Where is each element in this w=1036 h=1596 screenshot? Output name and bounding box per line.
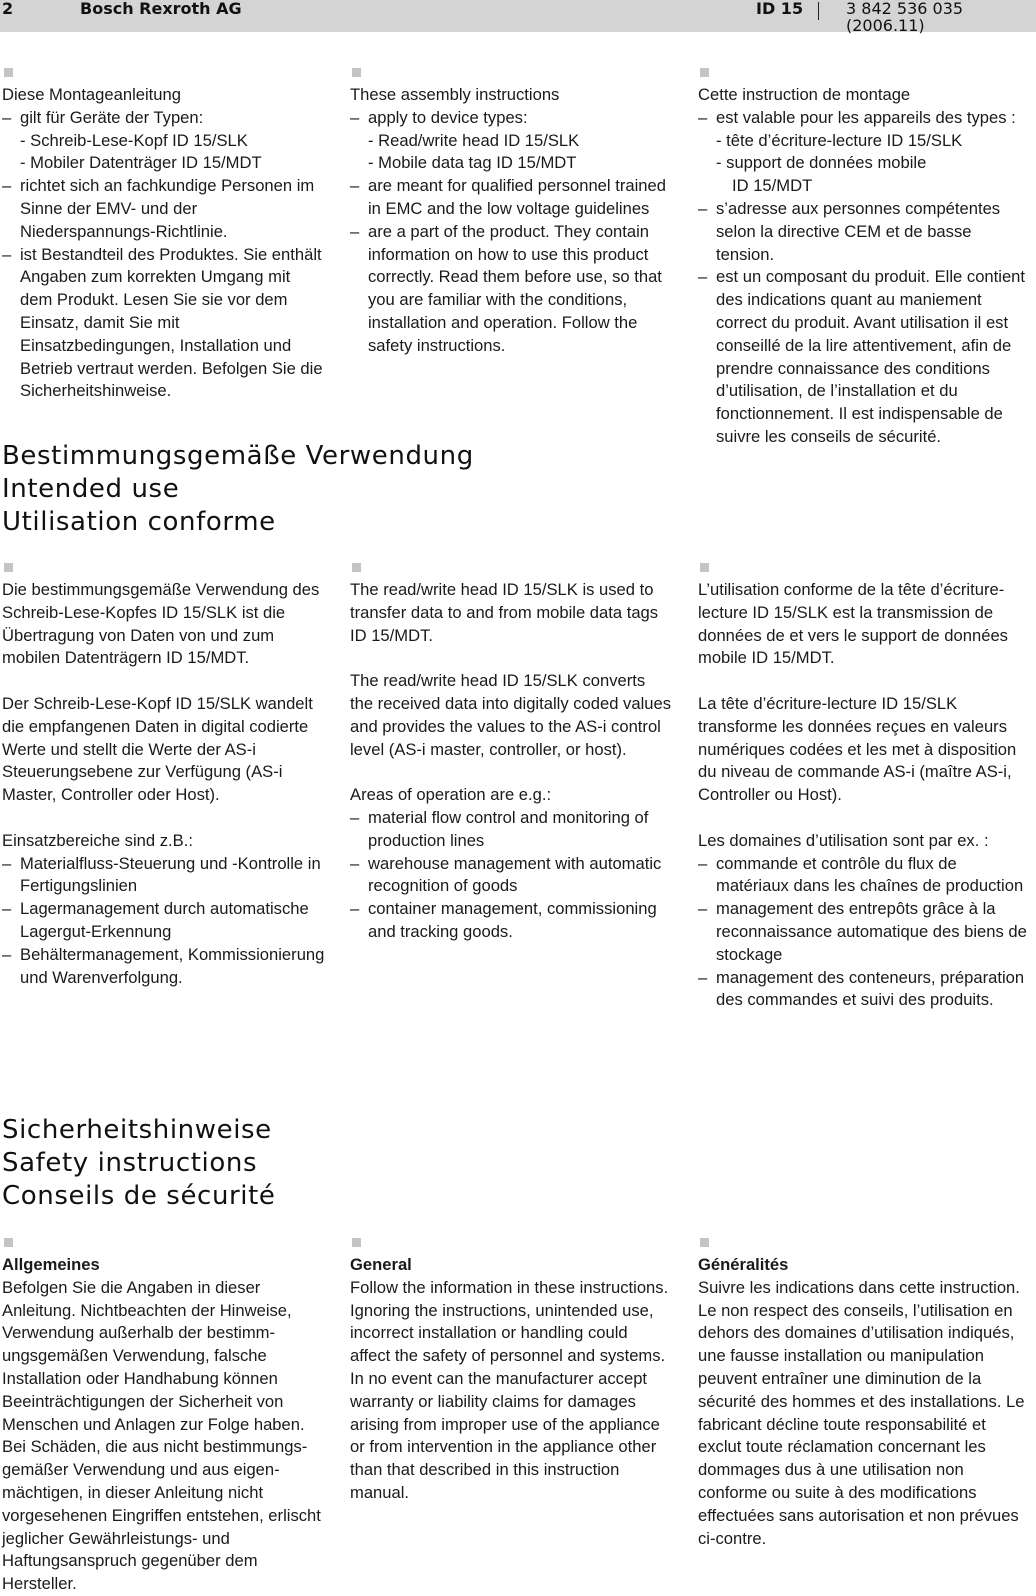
heading-en: Safety instructions bbox=[2, 1148, 258, 1178]
bullet-square-icon bbox=[352, 563, 361, 572]
list-item: – est un composant du produit. Elle contient des indications quant au maniement correct du produit. Avant utilisation il est conseillé de la lire attentivement, afin de prendre connaissance des conditions d’utilisation, de l’installation et du fonctionnement. Il est indispensable de suivre les conseils de sécurité. bbox=[698, 266, 1028, 448]
list-item-text: gilt für Geräte der Typen: bbox=[20, 107, 204, 127]
intro-fr bbox=[698, 68, 1028, 449]
bullet-square-icon bbox=[4, 68, 13, 77]
company-name: Bosch Rexroth AG bbox=[80, 0, 242, 18]
heading-fr: Conseils de sécurité bbox=[2, 1181, 276, 1211]
device-type-item: - Read/write head ID 15/SLK bbox=[368, 130, 672, 153]
paragraph: Die bestimmungsgemäße Verwendung des Schreib-Lese-Kopfes ID 15/SLK ist die Übertragung von Daten von und zum mobilen Datenträgern ID 15/MDT. bbox=[2, 580, 320, 668]
subsection-title: Généralités bbox=[698, 1255, 789, 1274]
paragraph: The read/write head ID 15/SLK converts the received data into digitally coded values and provides the values to the AS-i control level (AS-i master, controller, or host). bbox=[350, 671, 672, 759]
areas-list bbox=[2, 853, 327, 990]
areas-lead: Einsatzbereiche sind z.B.: bbox=[2, 830, 193, 850]
safety-fr bbox=[698, 1238, 1028, 1550]
intro-de bbox=[2, 68, 327, 403]
bullet-square-icon bbox=[352, 1238, 361, 1247]
list-item bbox=[2, 107, 327, 175]
areas-list bbox=[698, 853, 1028, 1013]
list-item: – Materialfluss-Steuerung und -Kontrolle in Fertigungslinien bbox=[2, 853, 327, 899]
list-item: – are a part of the product. They contain information on how to use this product correctly. Read them before use, so that you are familiar with the conditions, installation and operation. Follow the safety instructions. bbox=[350, 221, 672, 358]
list-item: – Lagermanagement durch automatische Lagergut-Erkennung bbox=[2, 898, 327, 944]
safety-en bbox=[350, 1238, 672, 1505]
list-item: – management des conteneurs, préparation des commandes et suivi des produits. bbox=[698, 967, 1028, 1013]
list-item: – commande et contrôle du flux de matériaux dans les chaînes de production bbox=[698, 853, 1028, 899]
bullet-square-icon bbox=[4, 563, 13, 572]
device-type-list bbox=[368, 130, 672, 176]
bullet-square-icon bbox=[700, 1238, 709, 1247]
section-heading-safety bbox=[2, 1114, 276, 1213]
paragraph: The read/write head ID 15/SLK is used to transfer data to and from mobile data tags ID 15/MDT. bbox=[350, 580, 659, 645]
header-separator bbox=[818, 2, 819, 20]
intro-lead: Cette instruction de montage bbox=[698, 85, 911, 104]
intended-de bbox=[2, 563, 327, 989]
intro-lead: These assembly instructions bbox=[350, 85, 560, 104]
device-type-item bbox=[716, 152, 1028, 198]
paragraph: Suivre les indications dans cette instruction. Le non respect des conseils, l’utilisation en dehors des domaines d’utilisation indiqués, une fausse installation ou manipulation peuvent entraîner une diminution de la sécurité des hommes et des installations. Le fabricant décline toute responsabilité et exclut toute réclamation concernant les dommages dus à une utilisation non conforme ou suite à des modifications effectuées sans autorisation et non prévues ci-contre. bbox=[698, 1277, 1025, 1548]
paragraph: La tête d’écriture-lecture ID 15/SLK transforme les données reçues en valeurs numériques codées et les met à disposition du niveau de commande AS-i (maître AS-i, Controller ou Host). bbox=[698, 693, 1017, 805]
heading-de: Bestimmungsgemäße Verwendung bbox=[2, 441, 474, 471]
bullet-square-icon bbox=[700, 68, 709, 77]
paragraph: Follow the information in these instructions. Ignoring the instructions, unintended use, incorrect installation or handling could affect the safety of personnel and systems. In no event can the manufacturer accept warranty or liability claims for damages arising from improper use of the appliance or from intervention in the appliance other than that described in this instruction manual. bbox=[350, 1277, 669, 1502]
subsection-title: Allgemeines bbox=[2, 1255, 100, 1274]
intro-list bbox=[698, 107, 1028, 449]
areas-lead: Les domaines d’utilisation sont par ex. : bbox=[698, 830, 989, 850]
device-type-item: - Schreib-Lese-Kopf ID 15/SLK bbox=[20, 130, 327, 153]
paragraph: Befolgen Sie die Angaben in dieser Anleitung. Nichtbeachten der Hinweise, Verwendung außerhalb der bestimm-ungsgemäßen Verwendung, falsche Installation oder Handhabung können Beeinträchtigungen der Sicherheit von Menschen und Anlagen zur Folge haben. Bei Schäden, die aus nicht bestimmungs-gemäßer Verwendung und aus eigen-mächtigen, in dieser Anleitung nicht vorgesehenen Eingriffen entstehen, erlischt jeglicher Gewährleistungs- und Haftungsanspruch gegenüber dem Hersteller. bbox=[2, 1277, 321, 1594]
list-item: – material flow control and monitoring of production lines bbox=[350, 807, 672, 853]
device-type-text: support de données mobile bbox=[726, 153, 927, 173]
document-number: 3 842 536 035 (2006.11) bbox=[846, 0, 964, 35]
heading-en: Intended use bbox=[2, 474, 180, 504]
device-type-item: - tête d’écriture-lecture ID 15/SLK bbox=[716, 130, 1028, 153]
bullet-square-icon bbox=[352, 68, 361, 77]
page-header bbox=[0, 0, 1036, 35]
intro-lead: Diese Montageanleitung bbox=[2, 85, 181, 104]
intended-en bbox=[350, 563, 672, 944]
section-heading-intended-use bbox=[2, 440, 474, 539]
list-item: – container management, commissioning and tracking goods. bbox=[350, 898, 672, 944]
list-item: – Behältermanagement, Kommissionierung und Warenverfolgung. bbox=[2, 944, 327, 990]
bullet-square-icon bbox=[700, 563, 709, 572]
list-item-text: apply to device types: bbox=[368, 107, 528, 127]
intended-fr bbox=[698, 563, 1028, 1012]
areas-lead: Areas of operation are e.g.: bbox=[350, 785, 552, 805]
intro-list bbox=[2, 107, 327, 403]
device-type-item: - Mobiler Datenträger ID 15/MDT bbox=[20, 152, 327, 175]
list-item: – warehouse management with automatic recognition of goods bbox=[350, 853, 672, 899]
list-item: – are meant for qualified personnel trained in EMC and the low voltage guidelines bbox=[350, 175, 672, 221]
list-item: – s’adresse aux personnes compétentes selon la directive CEM et de basse tension. bbox=[698, 198, 1028, 266]
areas-list bbox=[350, 807, 672, 944]
product-name: ID 15 bbox=[756, 0, 804, 18]
intro-list bbox=[350, 107, 672, 358]
list-item bbox=[350, 107, 672, 175]
list-item: – ist Bestandteil des Produktes. Sie enthält Angaben zum korrekten Umgang mit dem Produkt. Lesen Sie sie vor dem Einsatz, damit Sie mit Einsatzbedingungen, Installation und Betrieb vertraut werden. Befolgen Sie die Sicherheitshinweise. bbox=[2, 244, 327, 404]
page-number: 2 bbox=[2, 0, 14, 18]
device-type-item: - Mobile data tag ID 15/MDT bbox=[368, 152, 672, 175]
list-item-text: est valable pour les appareils des types : bbox=[716, 107, 1016, 127]
bullet-square-icon bbox=[4, 1238, 13, 1247]
list-item: – management des entrepôts grâce à la reconnaissance automatique des biens de stockage bbox=[698, 898, 1028, 966]
intro-en bbox=[350, 68, 672, 358]
paragraph: Der Schreib-Lese-Kopf ID 15/SLK wandelt die empfangenen Daten in digital codierte Werte und stellt die Werte der AS-i Steuerungsebene zur Verfügung (AS-i Master, Controller oder Host). bbox=[2, 693, 313, 805]
paragraph: L’utilisation conforme de la tête d’écriture-lecture ID 15/SLK est la transmission de données de et vers le support de données mobile ID 15/MDT. bbox=[698, 580, 1008, 668]
device-type-text: ID 15/MDT bbox=[732, 176, 813, 196]
heading-fr: Utilisation conforme bbox=[2, 507, 276, 537]
subsection-title: General bbox=[350, 1255, 412, 1274]
list-item bbox=[698, 107, 1028, 198]
safety-de bbox=[2, 1238, 327, 1596]
list-item: – richtet sich an fachkundige Personen im Sinne der EMV- und der Niederspannungs-Richtlinie. bbox=[2, 175, 327, 243]
device-type-list bbox=[20, 130, 327, 176]
heading-de: Sicherheitshinweise bbox=[2, 1115, 272, 1145]
device-type-list bbox=[716, 130, 1028, 198]
